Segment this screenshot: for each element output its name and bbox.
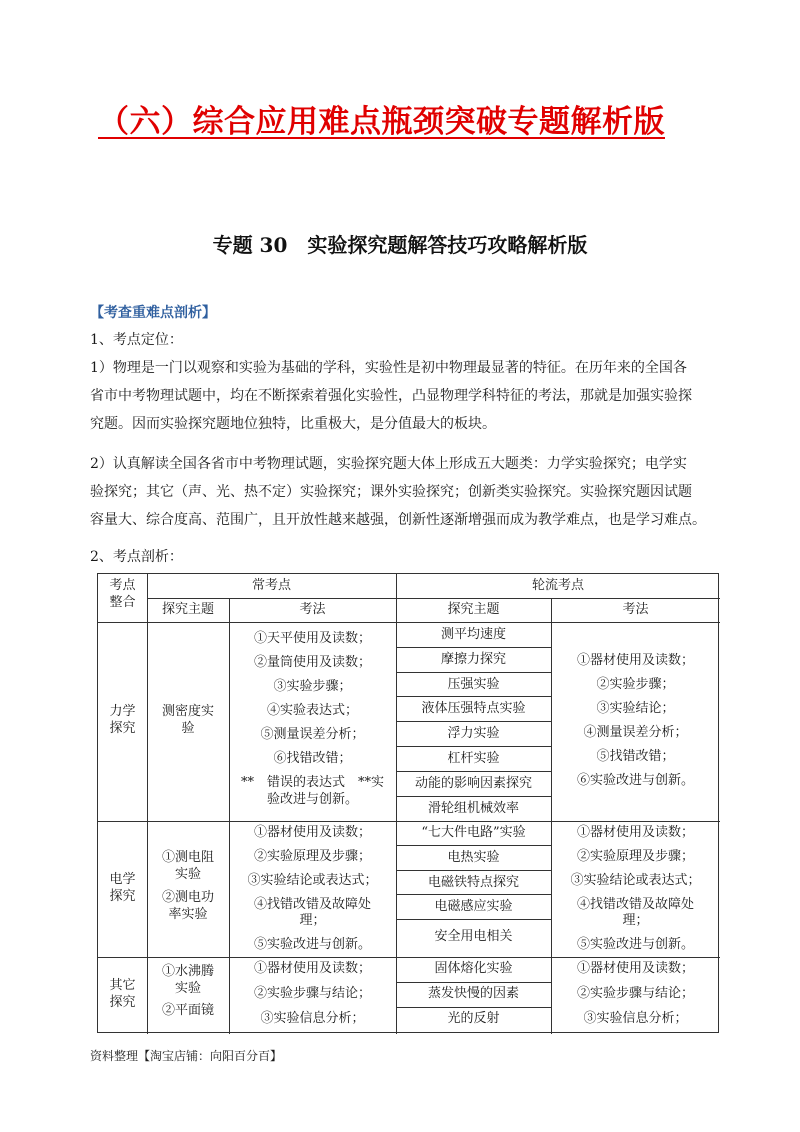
method-item: ②实验步骤； <box>596 677 675 692</box>
rotating-topic: 摩擦力探究 <box>440 652 506 667</box>
regular-methods-cell <box>229 622 396 821</box>
method-item: ①天平使用及读数； <box>253 631 371 646</box>
point1-title: 1、考点定位： <box>90 332 183 348</box>
category-line: 探究 <box>109 995 136 1010</box>
regular-topic-cell <box>147 821 229 957</box>
category-cell <box>98 957 147 1034</box>
corner-line: 考点 <box>109 578 136 593</box>
rotating-topic: “七大件电路”实验 <box>421 825 526 840</box>
rotating-topic: 浮力实验 <box>447 726 500 741</box>
paragraph-1-line: 1）物理是一门以观察和实验为基础的学科，实验性是初中物理最显著的特征。在历年来的全国各 <box>90 360 687 376</box>
regular-methods-cell <box>229 821 396 957</box>
regular-topic-line: ①水沸腾 <box>161 964 214 979</box>
category-line: 电学 <box>109 872 136 887</box>
regular-topic-line: 验 <box>181 721 195 736</box>
regular-topic-line: 实验 <box>174 867 201 882</box>
rotating-topic: 测平均速度 <box>440 627 506 642</box>
rotating-methods-cell <box>551 821 720 957</box>
rotating-topics-cell <box>396 622 551 821</box>
category-line: 探究 <box>109 889 136 904</box>
rotating-topic: 滑轮组机械效率 <box>427 801 519 816</box>
method-item: ①器材使用及读数； <box>253 961 371 976</box>
method-item: ①器材使用及读数； <box>253 825 371 840</box>
method-item: ④找错改错及故障处 <box>253 897 371 912</box>
main-title: （六）综合应用难点瓶颈突破专题解析版 <box>98 104 665 140</box>
rotating-topic: 电热实验 <box>447 850 500 865</box>
method-item: ③实验信息分析； <box>260 1011 365 1026</box>
method-item: ⑤实验改进与创新。 <box>576 937 694 952</box>
subheader-method: 考法 <box>622 602 649 617</box>
rotating-topic: 蒸发快慢的因素 <box>427 986 519 1001</box>
method-item: ②实验步骤与结论； <box>253 986 371 1001</box>
subheader-topic: 探究主题 <box>161 602 214 617</box>
category-line: 其它 <box>109 978 136 993</box>
method-item: ①器材使用及读数； <box>576 961 694 976</box>
topic-title: 专题 30 实验探究题解答技巧攻略解析版 <box>212 233 588 257</box>
method-item: 理； <box>622 913 649 928</box>
method-item: ③实验步骤； <box>273 679 352 694</box>
method-item: ③实验结论或表达式； <box>247 873 378 888</box>
method-item: ④测量误差分析； <box>583 725 688 740</box>
exam-points-table <box>97 573 719 1033</box>
regular-topic-line: 率实验 <box>168 907 208 922</box>
regular-topic-line: ②测电功 <box>161 890 214 905</box>
method-item: ⑤测量误差分析； <box>260 727 365 742</box>
paragraph-1 <box>90 354 712 438</box>
method-item: ②实验原理及步骤； <box>576 849 694 864</box>
paragraph-2-line: 验探究；其它（声、光、热不定）实验探究；课外实验探究；创新类实验探究。实验探究题因试题 <box>90 484 692 500</box>
method-item: ③实验结论； <box>596 701 675 716</box>
regular-topic-cell <box>147 957 229 1034</box>
rotating-topic: 杠杆实验 <box>447 751 500 766</box>
paragraph-2 <box>90 450 712 534</box>
rotating-topic: 电磁铁特点探究 <box>427 875 519 890</box>
method-item: ③实验信息分析； <box>583 1011 688 1026</box>
section-heading: 【考查重难点剖析】 <box>90 305 216 321</box>
method-item: 理； <box>299 913 326 928</box>
paragraph-2-line: 容量大、综合度高、范围广，且开放性越来越强，创新性逐渐增强而成为教学难点，也是学习难点。 <box>90 512 706 528</box>
paragraph-1-line: 究题。因而实验探究题地位独特，比重极大，是分值最大的板块。 <box>90 416 496 432</box>
method-item: ①器材使用及读数； <box>576 825 694 840</box>
rotating-topic: 液体压强特点实验 <box>421 701 526 716</box>
regular-topic-line: ①测电阻 <box>161 850 214 865</box>
regular-topic-line: 测密度实 <box>161 704 214 719</box>
rotating-topic: 压强实验 <box>447 677 500 692</box>
paragraph-1-line: 省市中考物理试题中，均在不断探索着强化实验性，凸显物理学科特征的考法，那就是加强实验探 <box>90 388 692 404</box>
method-item: 验改进与创新。 <box>266 792 358 807</box>
method-item: ⑤实验改进与创新。 <box>253 937 371 952</box>
subheader-topic: 探究主题 <box>447 602 500 617</box>
category-line: 力学 <box>109 704 136 719</box>
rotating-topic: 电磁感应实验 <box>434 899 513 914</box>
rotating-topic: 安全用电相关 <box>434 929 513 944</box>
method-item: ⑥找错改错； <box>273 751 352 766</box>
rotating-methods-cell <box>551 622 720 821</box>
method-item: ③实验结论或表达式； <box>570 873 701 888</box>
regular-topic-cell <box>147 622 229 821</box>
method-item: ** 错误的表达式 **实 <box>240 775 384 790</box>
method-item: ⑤找错改错； <box>596 749 675 764</box>
rotating-topics-cell <box>396 957 551 1034</box>
point2-title: 2、考点剖析： <box>90 549 183 565</box>
paragraph-2-line: 2）认真解读全国各省市中考物理试题，实验探究题大体上形成五大题类：力学实验探究；电学实 <box>90 456 687 472</box>
method-item: ②实验原理及步骤； <box>253 849 371 864</box>
category-cell <box>98 622 147 821</box>
corner-header <box>98 577 147 611</box>
method-item: ④实验表达式； <box>266 703 358 718</box>
category-line: 探究 <box>109 721 136 736</box>
rotating-points-header: 轮流考点 <box>531 578 584 593</box>
method-item: ②量筒使用及读数； <box>253 655 371 670</box>
method-item: ④找错改错及故障处 <box>576 897 694 912</box>
corner-line: 整合 <box>109 595 136 610</box>
regular-topic-line: ②平面镜 <box>161 1003 214 1018</box>
rotating-topics-cell <box>396 821 551 957</box>
rotating-topic: 光的反射 <box>447 1011 500 1026</box>
rotating-topic: 动能的影响因素探究 <box>414 776 532 791</box>
regular-topic-line: 实验 <box>174 981 201 996</box>
regular-points-header: 常考点 <box>251 578 291 593</box>
method-item: ②实验步骤与结论； <box>576 986 694 1001</box>
rotating-methods-cell <box>551 957 720 1034</box>
rotating-topic: 固体熔化实验 <box>434 961 513 976</box>
method-item: ⑥实验改进与创新。 <box>576 773 694 788</box>
category-cell <box>98 821 147 957</box>
subheader-method: 考法 <box>299 602 326 617</box>
method-item: ①器材使用及读数； <box>576 653 694 668</box>
footer-credit: 资料整理【淘宝店铺：向阳百分百】 <box>90 1049 283 1063</box>
regular-methods-cell <box>229 957 396 1034</box>
